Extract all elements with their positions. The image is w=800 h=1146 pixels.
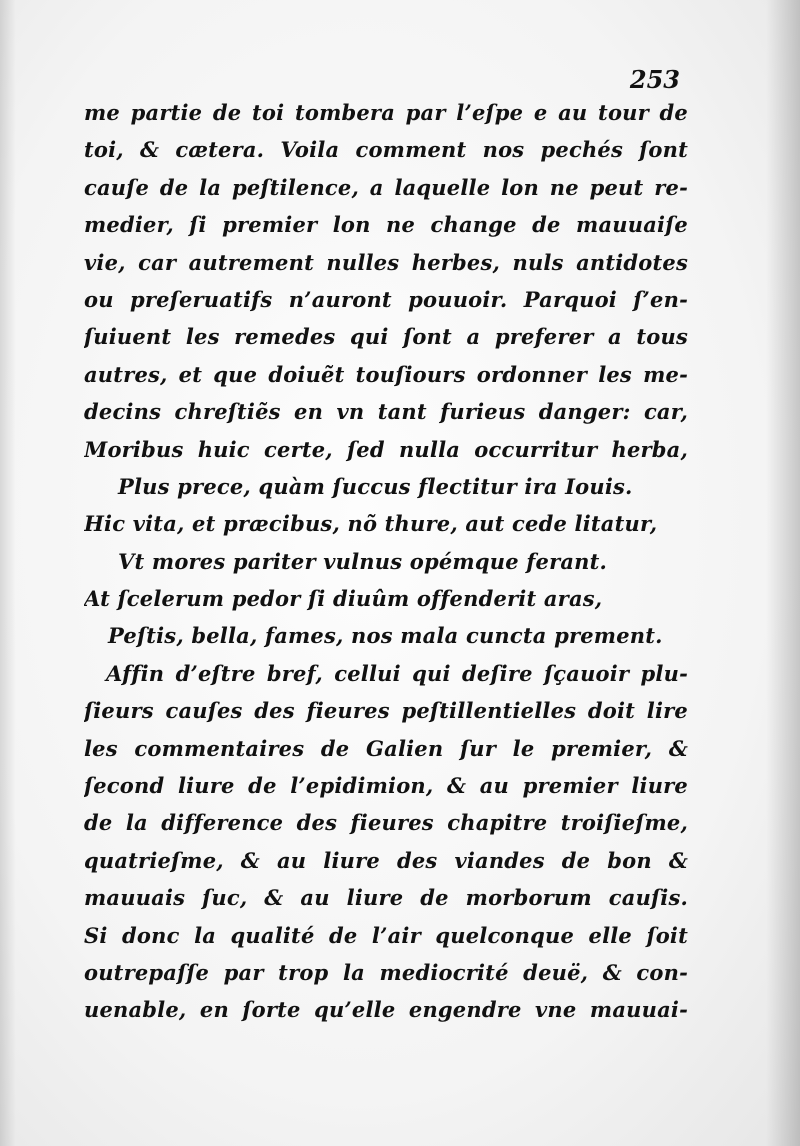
text-line: Moribus huic certe, ſed nulla occurritur herba, — [84, 436, 688, 462]
verse-line: Plus prece, quàm ſuccus flectitur ira Iouis. — [118, 473, 633, 499]
body-text — [84, 94, 688, 1029]
text-line: mauuais ſuc, & au liure de morborum cauſis. — [84, 885, 688, 911]
page-shadow-left — [0, 0, 16, 1146]
text-line: quatrieſme, & au liure des viandes de bon & — [84, 847, 688, 873]
text-line: ou preſeruatifs n’auront pouuoir. Parquoi ſ’en- — [84, 286, 688, 312]
text-line: les commentaires de Galien ſur le premier, & — [84, 735, 688, 761]
verse-line: Peſtis, bella, fames, nos mala cuncta prement. — [108, 623, 663, 649]
verse-line: Hic vita, et præcibus, nõ thure, aut cede litatur, — [84, 511, 658, 537]
verse-line: Vt mores pariter vulnus opémque ferant. — [118, 548, 608, 574]
text-line: autres, et que doiuẽt touſiours ordonner les me- — [84, 361, 688, 387]
text-line: me partie de toi tombera par l’eſpe e au tour de — [84, 100, 688, 125]
page-number: 253 — [629, 65, 680, 94]
text-line: de la difference des fieures chapitre troiſieſme, — [84, 810, 688, 836]
text-line: Si donc la qualité de l’air quelconque elle ſoit — [84, 922, 688, 948]
text-line: ſuiuent les remedes qui ſont a preferer a tous — [84, 324, 688, 350]
text-line: medier, ſi premier lon ne change de mauuaiſe — [84, 212, 688, 238]
text-line: cauſe de la peſtilence, a laquelle lon ne peut re- — [84, 174, 688, 200]
text-line: decins chreſtiẽs en vn tant furieus danger: car, — [84, 399, 688, 425]
text-line: vie, car autrement nulles herbes, nuls antidotes — [84, 249, 688, 275]
text-line: Affin d’eſtre bref, cellui qui deſire ſçauoir plu- — [106, 660, 688, 686]
text-line: outrepaſſe par trop la mediocrité deuë, & con- — [84, 959, 688, 985]
text-line: uenable, en ſorte qu’elle engendre vne mauuai- — [84, 997, 688, 1023]
text-line: ſecond liure de l’epidimion, & au premier liure — [84, 773, 688, 799]
text-line: ſieurs cauſes des fieures peſtillentielles doit lire — [84, 698, 688, 724]
verse-line: At ſcelerum pedor ſi diuûm offenderit aras, — [84, 586, 603, 612]
text-line: toi, & cætera. Voila comment nos pechés ſont — [84, 137, 688, 163]
page-shadow-right — [766, 0, 800, 1146]
